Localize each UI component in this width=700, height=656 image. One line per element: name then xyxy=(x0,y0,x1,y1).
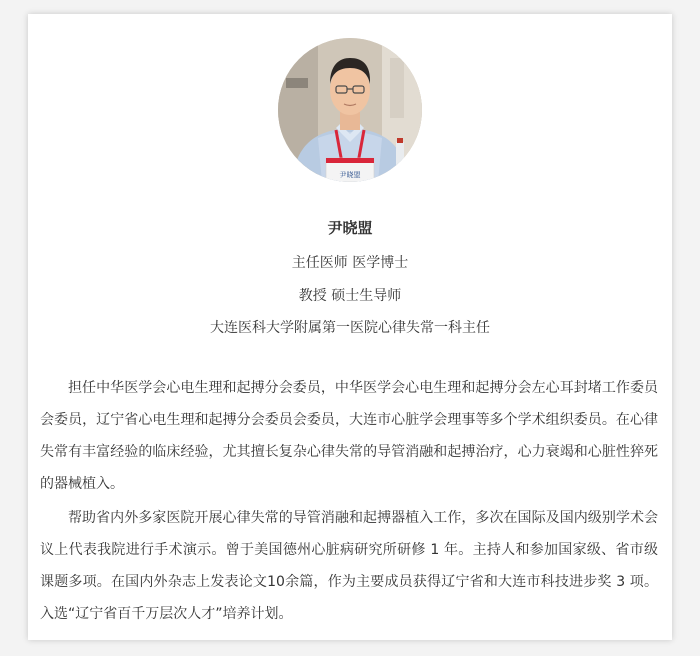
doctor-portrait xyxy=(278,38,422,182)
badge-name: 尹晓盟 xyxy=(339,171,361,179)
doctor-title-position: 主任医师 医学博士 xyxy=(291,255,409,271)
bio-paragraph-1: 担任中华医学会心电生理和起搏分会委员，中华医学会心电生理和起搏分会左心耳封堵工作委员会委员，辽宁省心电生理和起搏分会委员会委员，大连市心脏学会理事等多个学术组织委员。在心律失常有丰富经验的临床经验，尤其擅长复杂心律失常的导管消融和起搏治疗，心力衰竭和心脏性猝死的器械植入。 xyxy=(40,380,658,492)
profile-card xyxy=(28,14,672,640)
bio-paragraph-2: 帮助省内外多家医院开展心律失常的导管消融和起搏器植入工作，多次在国际及国内级别学术会议上代表我院进行手术演示。曾于美国德州心脏病研究所研修 1 年。主持人和参加国家级、省市级课题多项。在国内外杂志上发表论文10余篇，作为主要成员获得辽宁省和大连市科技进步奖 3 项。入选“辽宁省百千万层次人才”培养计划。 xyxy=(40,510,658,622)
doctor-title-academic: 教授 硕士生导师 xyxy=(298,288,402,304)
doctor-name: 尹晓盟 xyxy=(327,219,373,237)
doctor-title-department: 大连医科大学附属第一医院心律失常一科主任 xyxy=(210,320,490,336)
